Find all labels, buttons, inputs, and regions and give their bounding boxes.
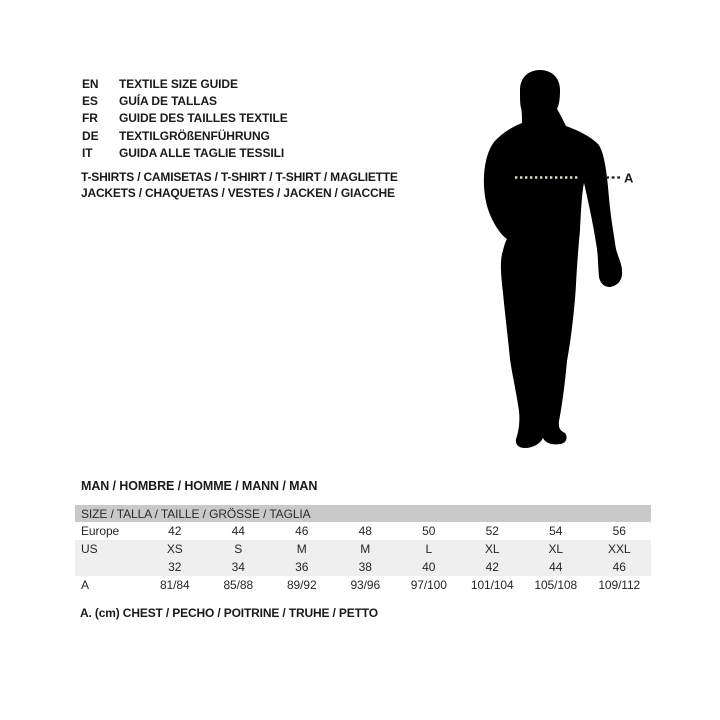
lang-row-es [82, 92, 288, 109]
lang-row-de [82, 127, 288, 144]
size-cell: XXL [588, 540, 652, 558]
size-cell: 89/92 [286, 578, 317, 592]
size-cell: 52 [485, 524, 499, 538]
size-cell: 105/108 [534, 578, 578, 592]
size-cell: 44 [231, 524, 245, 538]
measurement-footnote: A. (cm) CHEST / PECHO / POITRINE / TRUHE / PETTO [80, 606, 378, 620]
size-cell: M [270, 540, 334, 558]
size-cell: XL [461, 540, 525, 558]
size-cell: 97/100 [410, 578, 447, 592]
language-guide [82, 75, 288, 161]
size-row-label [75, 558, 143, 576]
size-cell: S [207, 540, 271, 558]
section-title-man: MAN / HOMBRE / HOMME / MANN / MAN [81, 479, 318, 493]
man-silhouette-figure [470, 60, 640, 450]
measure-label-a: A [624, 170, 634, 186]
lang-label: GUIDA ALLE TAGLIE TESSILI [119, 145, 285, 160]
size-row-label: A [81, 578, 89, 592]
size-cell: 50 [422, 524, 436, 538]
size-cell: 46 [588, 558, 652, 576]
size-table [75, 505, 651, 594]
size-cell: 36 [270, 558, 334, 576]
size-cell: 34 [207, 558, 271, 576]
lang-code: DE [82, 128, 99, 143]
size-cell: 44 [524, 558, 588, 576]
lang-label: GUIDE DES TAILLES TEXTILE [119, 111, 288, 126]
lang-label: GUÍA DE TALLAS [119, 93, 217, 108]
size-table-header-row [75, 505, 651, 522]
size-cell: 38 [334, 558, 398, 576]
size-row-label: Europe [81, 524, 120, 538]
size-row-numeric [75, 558, 651, 576]
lang-code: IT [82, 145, 93, 160]
category-line-jackets: JACKETS / CHAQUETAS / VESTES / JACKEN / GIACCHE [81, 186, 395, 201]
category-line-tshirts: T-SHIRTS / CAMISETAS / T-SHIRT / T-SHIRT / MAGLIETTE [81, 170, 398, 184]
lang-row-en [82, 75, 288, 92]
lang-label: TEXTILGRÖßENFÜHRUNG [119, 128, 270, 143]
size-cell: 48 [358, 524, 372, 538]
size-cell: 56 [612, 524, 626, 538]
size-cell: L [397, 540, 461, 558]
size-cell: 81/84 [159, 578, 190, 592]
size-cell: 93/96 [350, 578, 381, 592]
category-heading [81, 169, 398, 202]
size-cell: 40 [397, 558, 461, 576]
man-silhouette-shape [484, 70, 622, 448]
lang-code: FR [82, 111, 98, 126]
lang-code: ES [82, 93, 98, 108]
size-cell: 109/112 [598, 578, 641, 592]
lang-row-fr [82, 110, 288, 127]
size-cell: M [334, 540, 398, 558]
size-cell: 42 [461, 558, 525, 576]
size-cell: 54 [549, 524, 563, 538]
size-row-chest-cm [75, 576, 651, 594]
size-cell: XL [524, 540, 588, 558]
lang-label: TEXTILE SIZE GUIDE [119, 76, 238, 91]
man-silhouette-svg [470, 60, 640, 450]
size-cell: 101/104 [470, 578, 514, 592]
size-row-us [75, 540, 651, 558]
lang-row-it [82, 144, 288, 161]
size-cell: XS [143, 540, 207, 558]
size-cell: 46 [295, 524, 309, 538]
size-cell: 85/88 [223, 578, 254, 592]
size-cell: 42 [168, 524, 182, 538]
size-row-label: US [75, 540, 143, 558]
size-cell: 32 [143, 558, 207, 576]
size-row-europe [75, 522, 651, 540]
lang-code: EN [82, 76, 99, 91]
size-table-header: SIZE / TALLA / TAILLE / GRÖSSE / TAGLIA [75, 505, 651, 522]
